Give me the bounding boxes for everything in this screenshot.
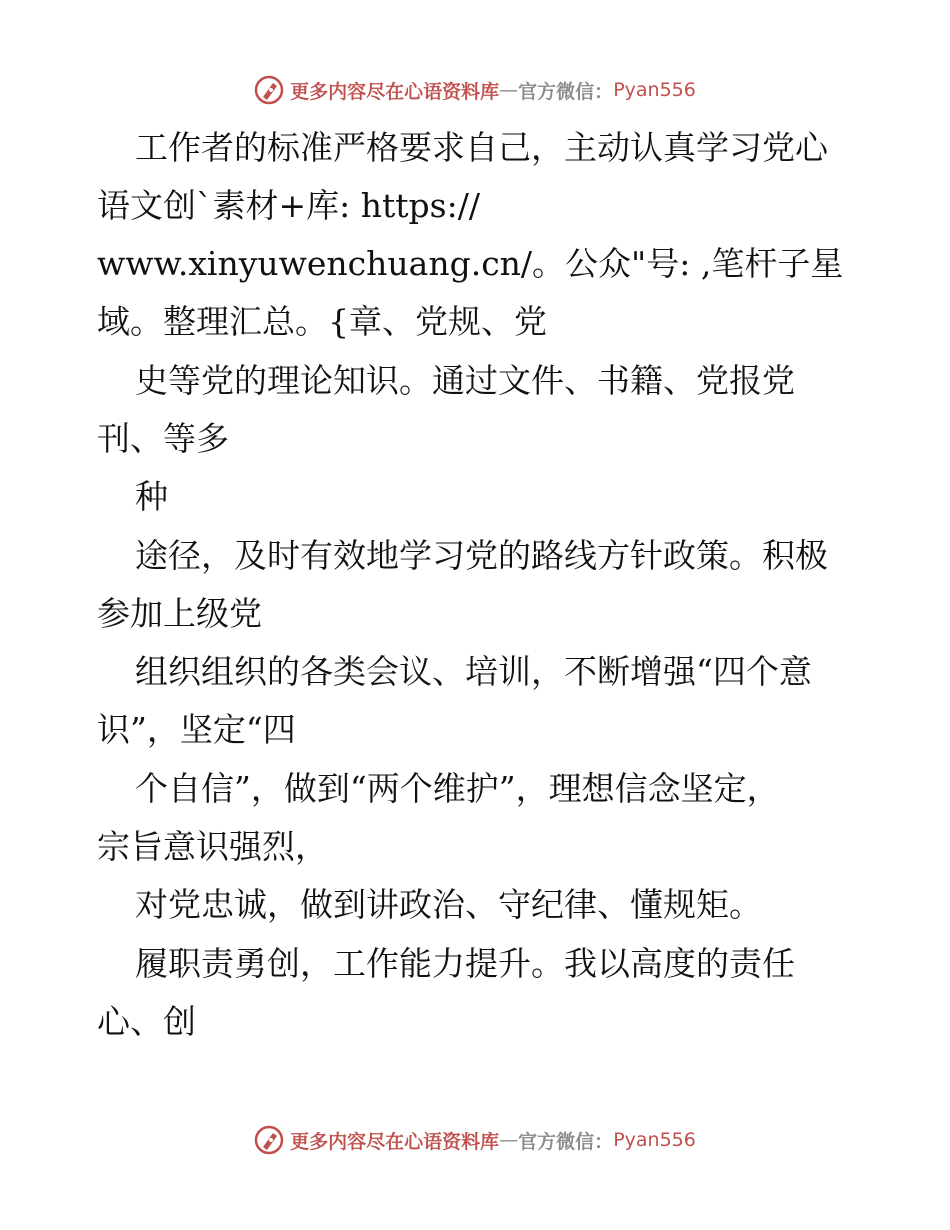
- banner-wechat-id: Pyan556: [613, 1129, 696, 1151]
- body-line: 个自信”，做到“两个维护”，理想信念坚定，: [135, 769, 780, 808]
- body-line: 心、创: [97, 1002, 196, 1041]
- body-line: 刊、等多: [97, 419, 229, 458]
- body-line: 参加上级党: [97, 594, 262, 633]
- header-banner: [0, 70, 950, 110]
- body-line: 史等党的理论知识。通过文件、书籍、党报党: [135, 361, 795, 400]
- banner-main-text: 更多内容尽在心语资料库: [290, 80, 500, 103]
- banner-separator: —: [499, 79, 519, 101]
- body-line: 组织组织的各类会议、培训，不断增强“四个意: [135, 652, 812, 691]
- body-line: 途径，及时有效地学习党的路线方针政策。积极: [135, 536, 828, 575]
- body-line: 宗旨意识强烈，: [97, 827, 328, 866]
- banner-wechat-label: 官方微信：: [518, 80, 614, 103]
- body-line: 履职责勇创，工作能力提升。我以高度的责任: [135, 944, 795, 983]
- body-line: 种: [135, 477, 168, 516]
- body-line: 对党忠诚，做到讲政治、守纪律、懂规矩。: [135, 885, 762, 924]
- banner-text: [290, 1127, 696, 1154]
- body-line: 语文创`素材+库: https://: [97, 186, 480, 225]
- body-line: www.xinyuwenchuang.cn/。公众"号: ,笔杆子星: [97, 244, 844, 283]
- banner-wechat-label: 官方微信：: [518, 1130, 614, 1153]
- body-line: 域。整理汇总。{章、党规、党: [97, 302, 547, 341]
- body-line: 工作者的标准严格要求自己，主动认真学习党心: [135, 128, 828, 167]
- banner-separator: —: [499, 1129, 519, 1151]
- banner-text: [290, 77, 696, 104]
- body-line: 识”，坚定“四: [97, 710, 296, 749]
- footer-banner: [0, 1120, 950, 1160]
- banner-wechat-id: Pyan556: [613, 79, 696, 101]
- pen-nib-circle-icon: [254, 75, 284, 105]
- banner-main-text: 更多内容尽在心语资料库: [290, 1130, 500, 1153]
- pen-nib-circle-icon: [254, 1125, 284, 1155]
